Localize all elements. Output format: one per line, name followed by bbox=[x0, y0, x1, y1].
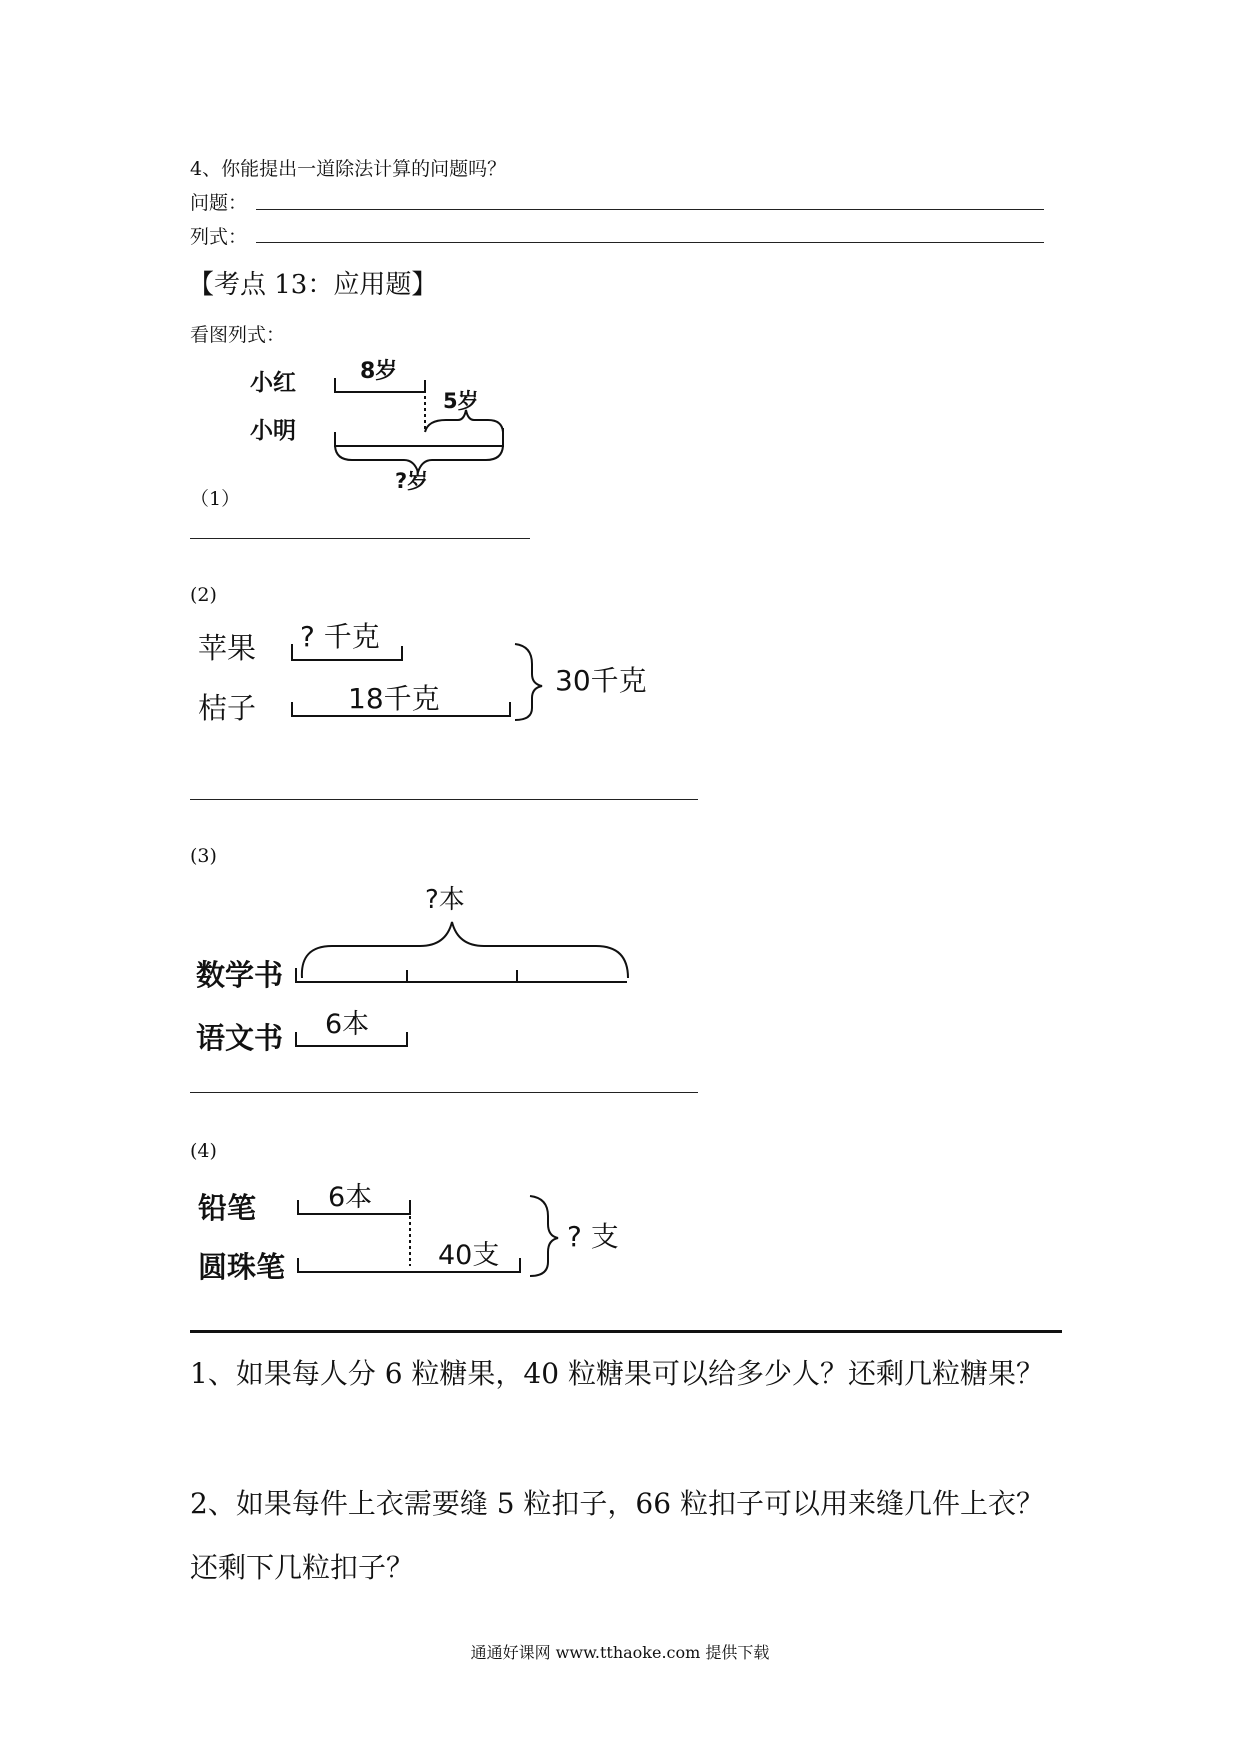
p3-answer-line[interactable] bbox=[190, 1092, 698, 1093]
p2-total: 30千克 bbox=[555, 664, 647, 697]
diagram-4 bbox=[198, 1182, 619, 1284]
p4-total: ? 支 bbox=[567, 1220, 619, 1253]
p1-diff-brace bbox=[425, 410, 503, 432]
p2-a-value: ? 千克 bbox=[300, 620, 380, 653]
p1-name-a: 小红 bbox=[250, 370, 296, 396]
section-divider bbox=[190, 1330, 1062, 1333]
word-problem-2: 2、如果每件上衣需要缝 5 粒扣子，66 粒扣子可以用来缝几件上衣？ bbox=[190, 1487, 1044, 1520]
p1-total: ?岁 bbox=[395, 469, 429, 493]
p2-number: (2) bbox=[190, 584, 217, 606]
p3-b-value: 6本 bbox=[325, 1009, 370, 1040]
word-problem-2-cont: 还剩下几粒扣子？ bbox=[190, 1551, 415, 1584]
p2-total-brace bbox=[515, 644, 542, 720]
p4-total-brace bbox=[530, 1196, 558, 1276]
formula-label: 列式： bbox=[190, 226, 248, 248]
p4-name-b: 圆珠笔 bbox=[198, 1250, 286, 1284]
p3-bar-a-ticks bbox=[407, 970, 517, 982]
p3-name-b: 语文书 bbox=[196, 1021, 284, 1055]
p1-answer-line[interactable] bbox=[190, 538, 530, 539]
p3-number: (3) bbox=[190, 845, 217, 867]
p3-bar-a bbox=[296, 968, 627, 982]
p2-answer-line[interactable] bbox=[190, 799, 698, 800]
section-subtitle: 看图列式： bbox=[190, 324, 286, 346]
p3-name-a: 数学书 bbox=[196, 958, 284, 992]
p2-name-b: 桔子 bbox=[198, 691, 257, 725]
p1-a-value: 8岁 bbox=[360, 359, 398, 384]
section-title: 【考点 13：应用题】 bbox=[188, 270, 438, 300]
p1-total-brace bbox=[335, 446, 503, 472]
p1-number: （1） bbox=[190, 488, 241, 510]
question-label: 问题： bbox=[190, 192, 248, 214]
diagram-2 bbox=[198, 620, 647, 725]
question-4: 4、你能提出一道除法计算的问题吗？ bbox=[190, 158, 507, 180]
word-problem-1: 1、如果每人分 6 粒糖果，40 粒糖果可以给多少人？还剩几粒糖果？ bbox=[190, 1357, 1044, 1390]
diagram-1 bbox=[250, 358, 503, 493]
p4-a-value: 6本 bbox=[328, 1182, 373, 1213]
p2-b-value: 18千克 bbox=[348, 682, 440, 715]
p1-name-b: 小明 bbox=[250, 418, 296, 444]
p4-name-a: 铅笔 bbox=[198, 1191, 257, 1225]
p3-total-brace bbox=[302, 922, 628, 978]
p4-number: (4) bbox=[190, 1140, 217, 1162]
p1-bar-b bbox=[335, 428, 503, 446]
diagram-3 bbox=[196, 885, 628, 1055]
p2-name-a: 苹果 bbox=[198, 631, 257, 665]
p1-diff: 5岁 bbox=[443, 389, 479, 413]
footer: 通通好课网 www.tthaoke.com 提供下载 bbox=[470, 1643, 770, 1662]
p4-b-value: 40支 bbox=[438, 1240, 500, 1271]
p3-total: ?本 bbox=[425, 885, 465, 915]
